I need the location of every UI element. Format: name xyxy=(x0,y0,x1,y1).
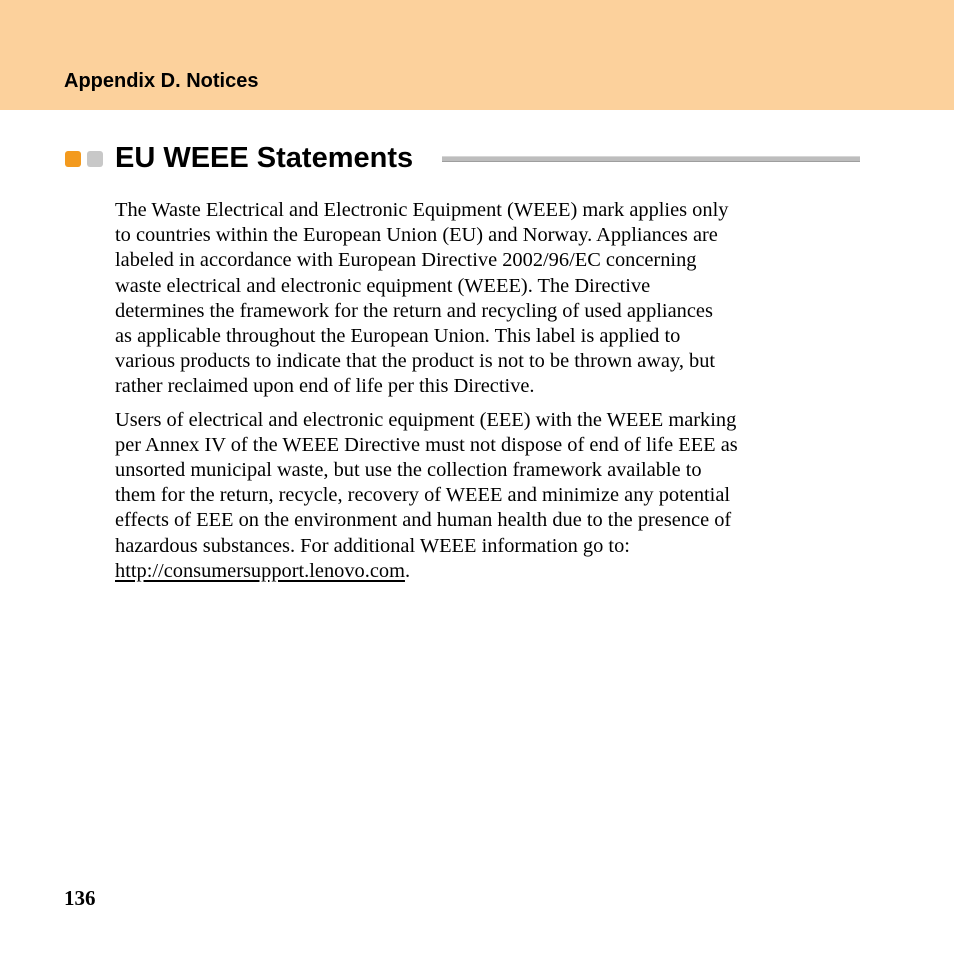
page-number: 136 xyxy=(64,886,96,910)
link-trailing-period: . xyxy=(404,559,411,582)
body-text xyxy=(115,198,860,584)
gray-square-bullet-icon xyxy=(87,151,103,167)
section-heading xyxy=(64,138,860,178)
orange-square-bullet-icon xyxy=(65,151,81,167)
chapter-title: Appendix D. Notices xyxy=(64,70,259,92)
paragraph-weee-disposal-text: Users of electrical and electronic equipment (EEE) with the WEEE marking per Annex IV of the WEEE Directive must not dispose of end of life EEE as unsorted municipal waste, but use the collection framework available to them for the return, recycle, recovery of WEEE and minimize any potential effects of EEE on the environment and human health due to the presence of hazardous substances. For additional WEEE information go to: xyxy=(115,408,738,557)
lenovo-support-link[interactable]: http://consumersupport.lenovo.com xyxy=(115,559,405,582)
paragraph-weee-mark: The Waste Electrical and Electronic Equipment (WEEE) mark applies only to countries within the European Union (EU) and Norway. Appliances are labeled in accordance with European Directive 2002/96/EC concerning waste electrical and electronic equipment (WEEE). The Directive determines the framework for the return and recycling of used appliances as applicable throughout the European Union. This label is applied to various products to indicate that the product is not to be thrown away, but rather reclaimed upon end of life per this Directive. xyxy=(115,199,729,398)
heading-divider xyxy=(442,156,860,162)
section-title: EU WEEE Statements xyxy=(115,142,414,174)
header-band xyxy=(0,0,954,110)
paragraph-weee-disposal xyxy=(115,408,860,584)
